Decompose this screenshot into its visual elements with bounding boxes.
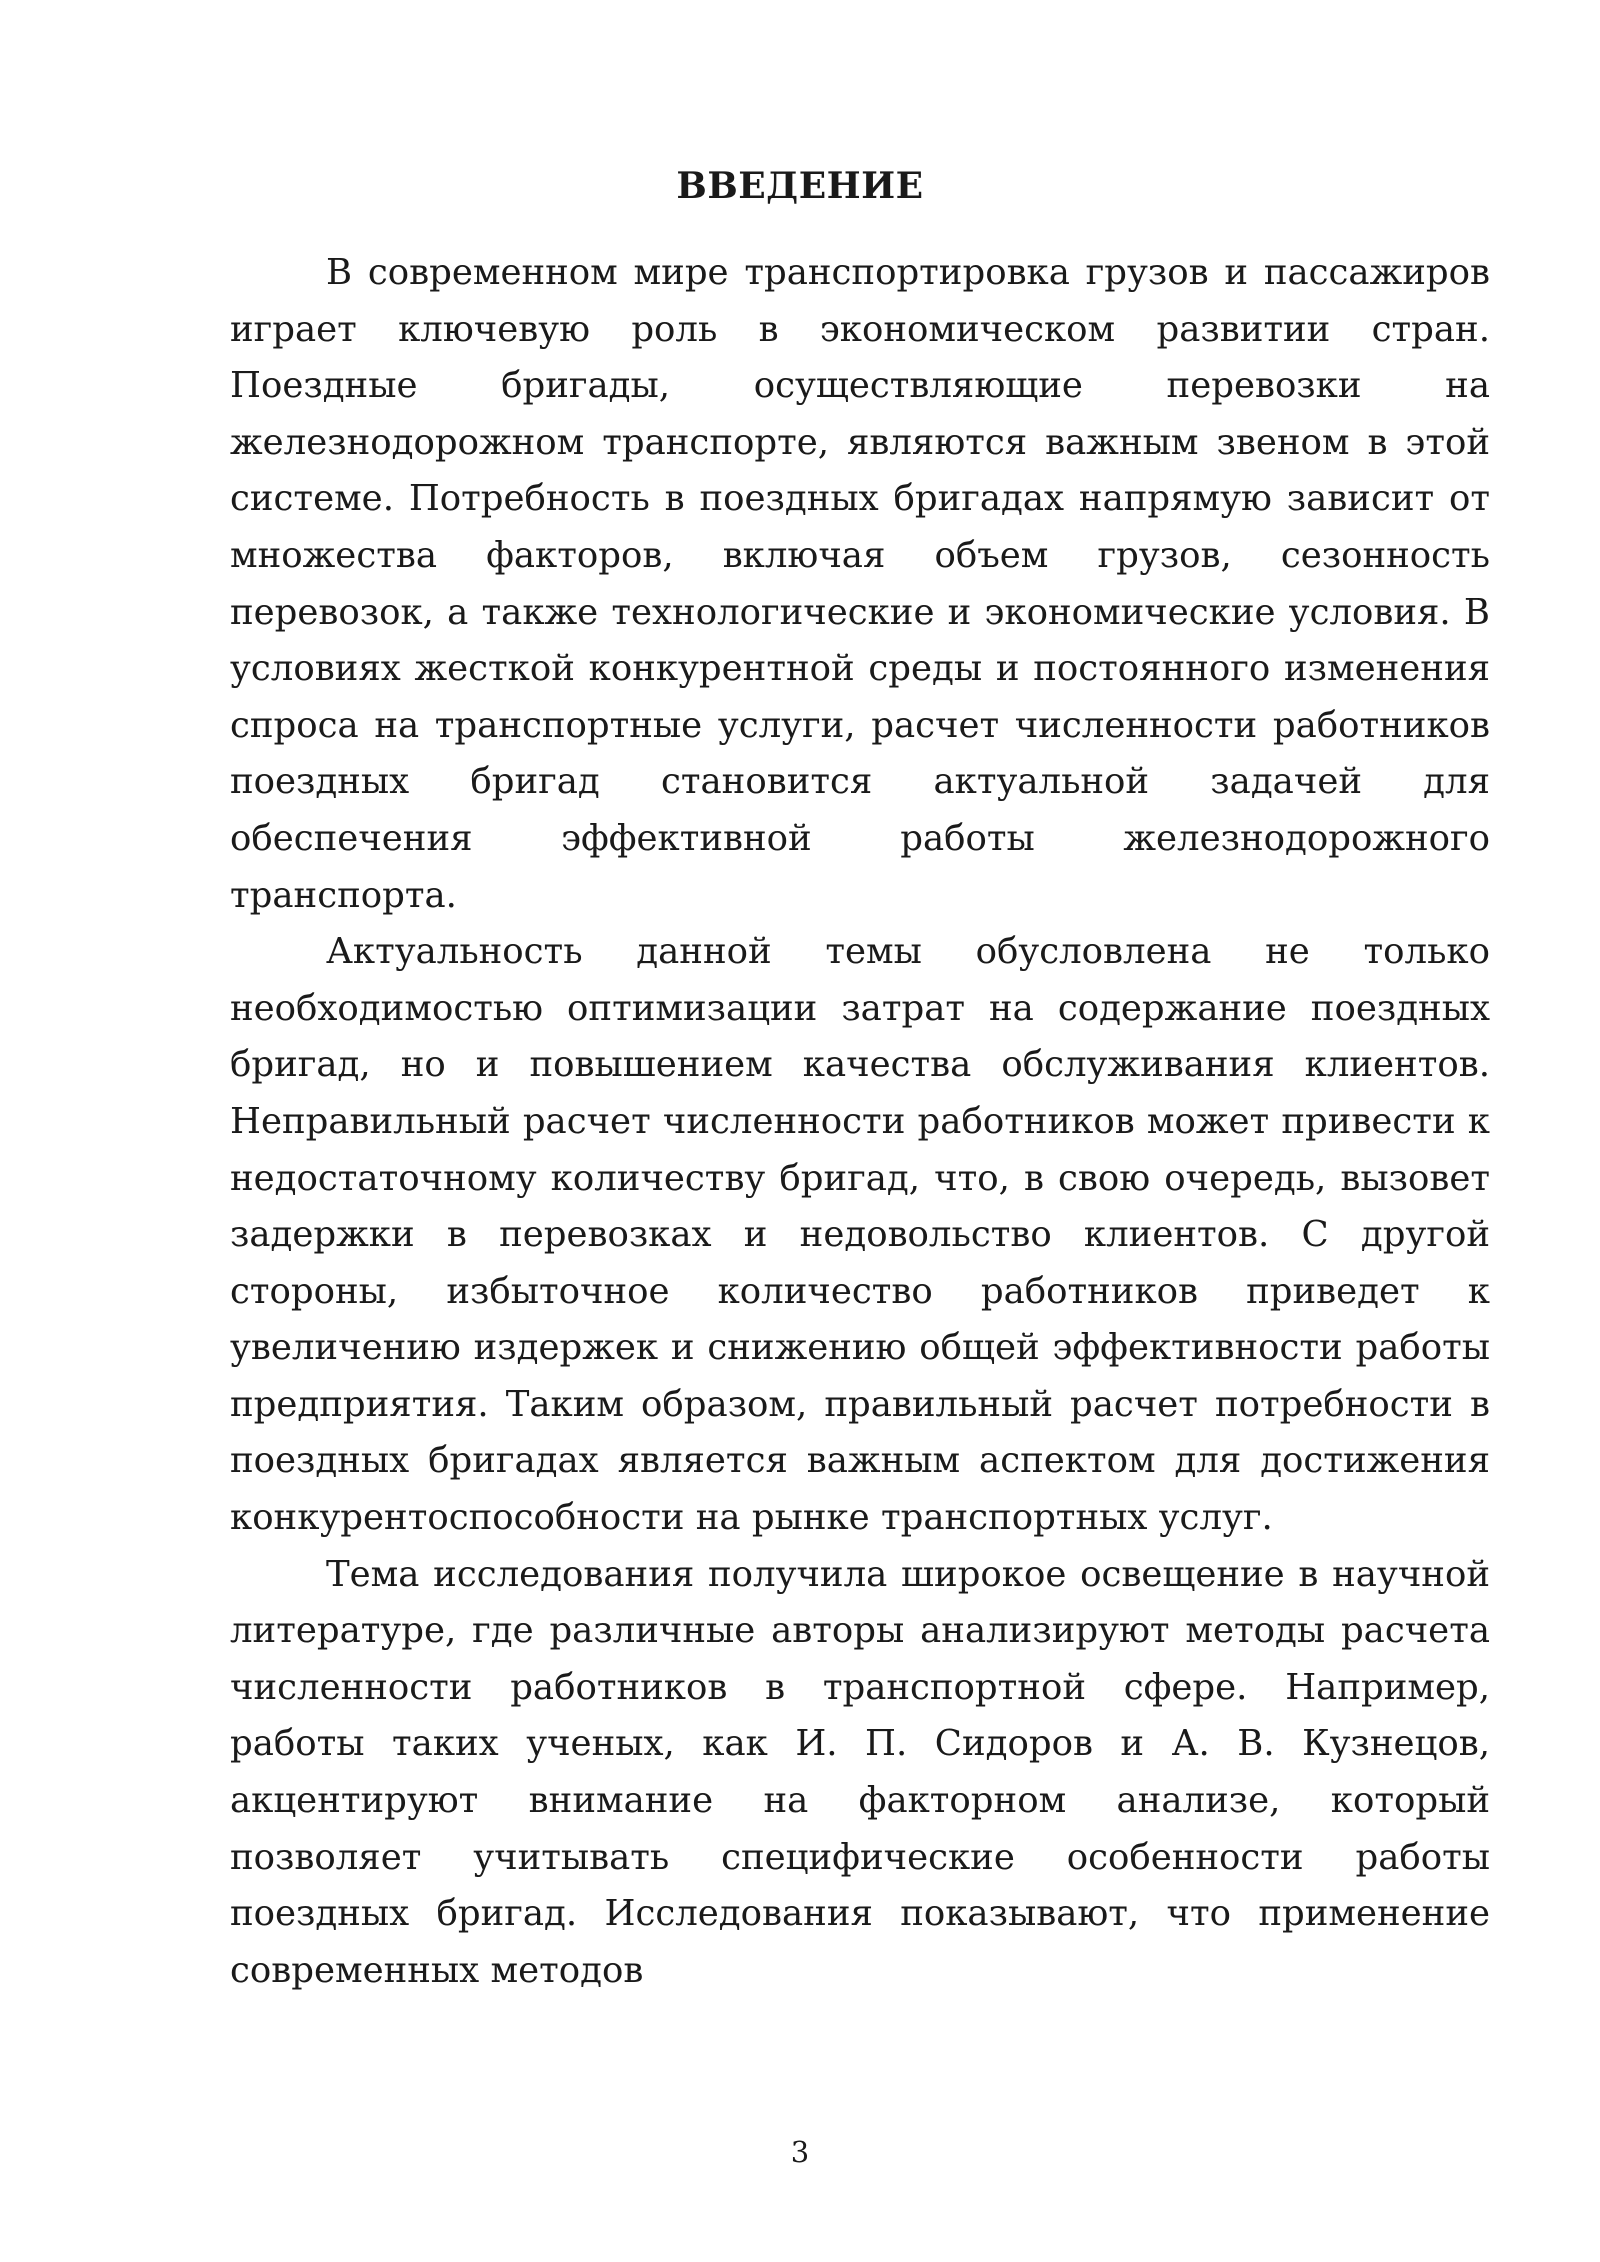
page-number: 3 <box>790 2135 810 2169</box>
paragraph-2: Актуальность данной темы обусловлена не только необходимостью оптимизации затрат на содержание поездных бригад, но и повышением качества обслуживания клиентов. Неправильный расчет численности работников может привести к недостаточному количеству бригад, что, в свою очередь, вызовет задержки в перевозках и недовольство клиентов. С другой стороны, избыточное количество работников приведет к увеличению издержек и снижению общей эффективности работы предприятия. Таким образом, правильный расчет потребности в поездных бригадах является важным аспектом для достижения конкурентоспособности на рынке транспортных услуг. <box>230 931 1490 1539</box>
body-text <box>230 245 1490 1999</box>
page-title: ВВЕДЕНИЕ <box>676 165 924 207</box>
paragraph-1: В современном мире транспортировка грузов и пассажиров играет ключевую роль в экономическом развитии стран. Поездные бригады, осуществляющие перевозки на железнодорожном транспорте, являются важным звеном в этой системе. Потребность в поездных бригадах напрямую зависит от множества факторов, включая объем грузов, сезонность перевозок, а также технологические и экономические условия. В условиях жесткой конкурентной среды и постоянного изменения спроса на транспортные услуги, расчет численности работников поездных бригад становится актуальной задачей для обеспечения эффективной работы железнодорожного транспорта. <box>230 252 1490 916</box>
paragraph-3: Тема исследования получила широкое освещение в научной литературе, где различные авторы анализируют методы расчета численности работников в транспортной сфере. Например, работы таких ученых, как И. П. Сидоров и А. В. Кузнецов, акцентируют внимание на факторном анализе, который позволяет учитывать специфические особенности работы поездных бригад. Исследования показывают, что применение современных методов <box>230 1553 1490 1991</box>
